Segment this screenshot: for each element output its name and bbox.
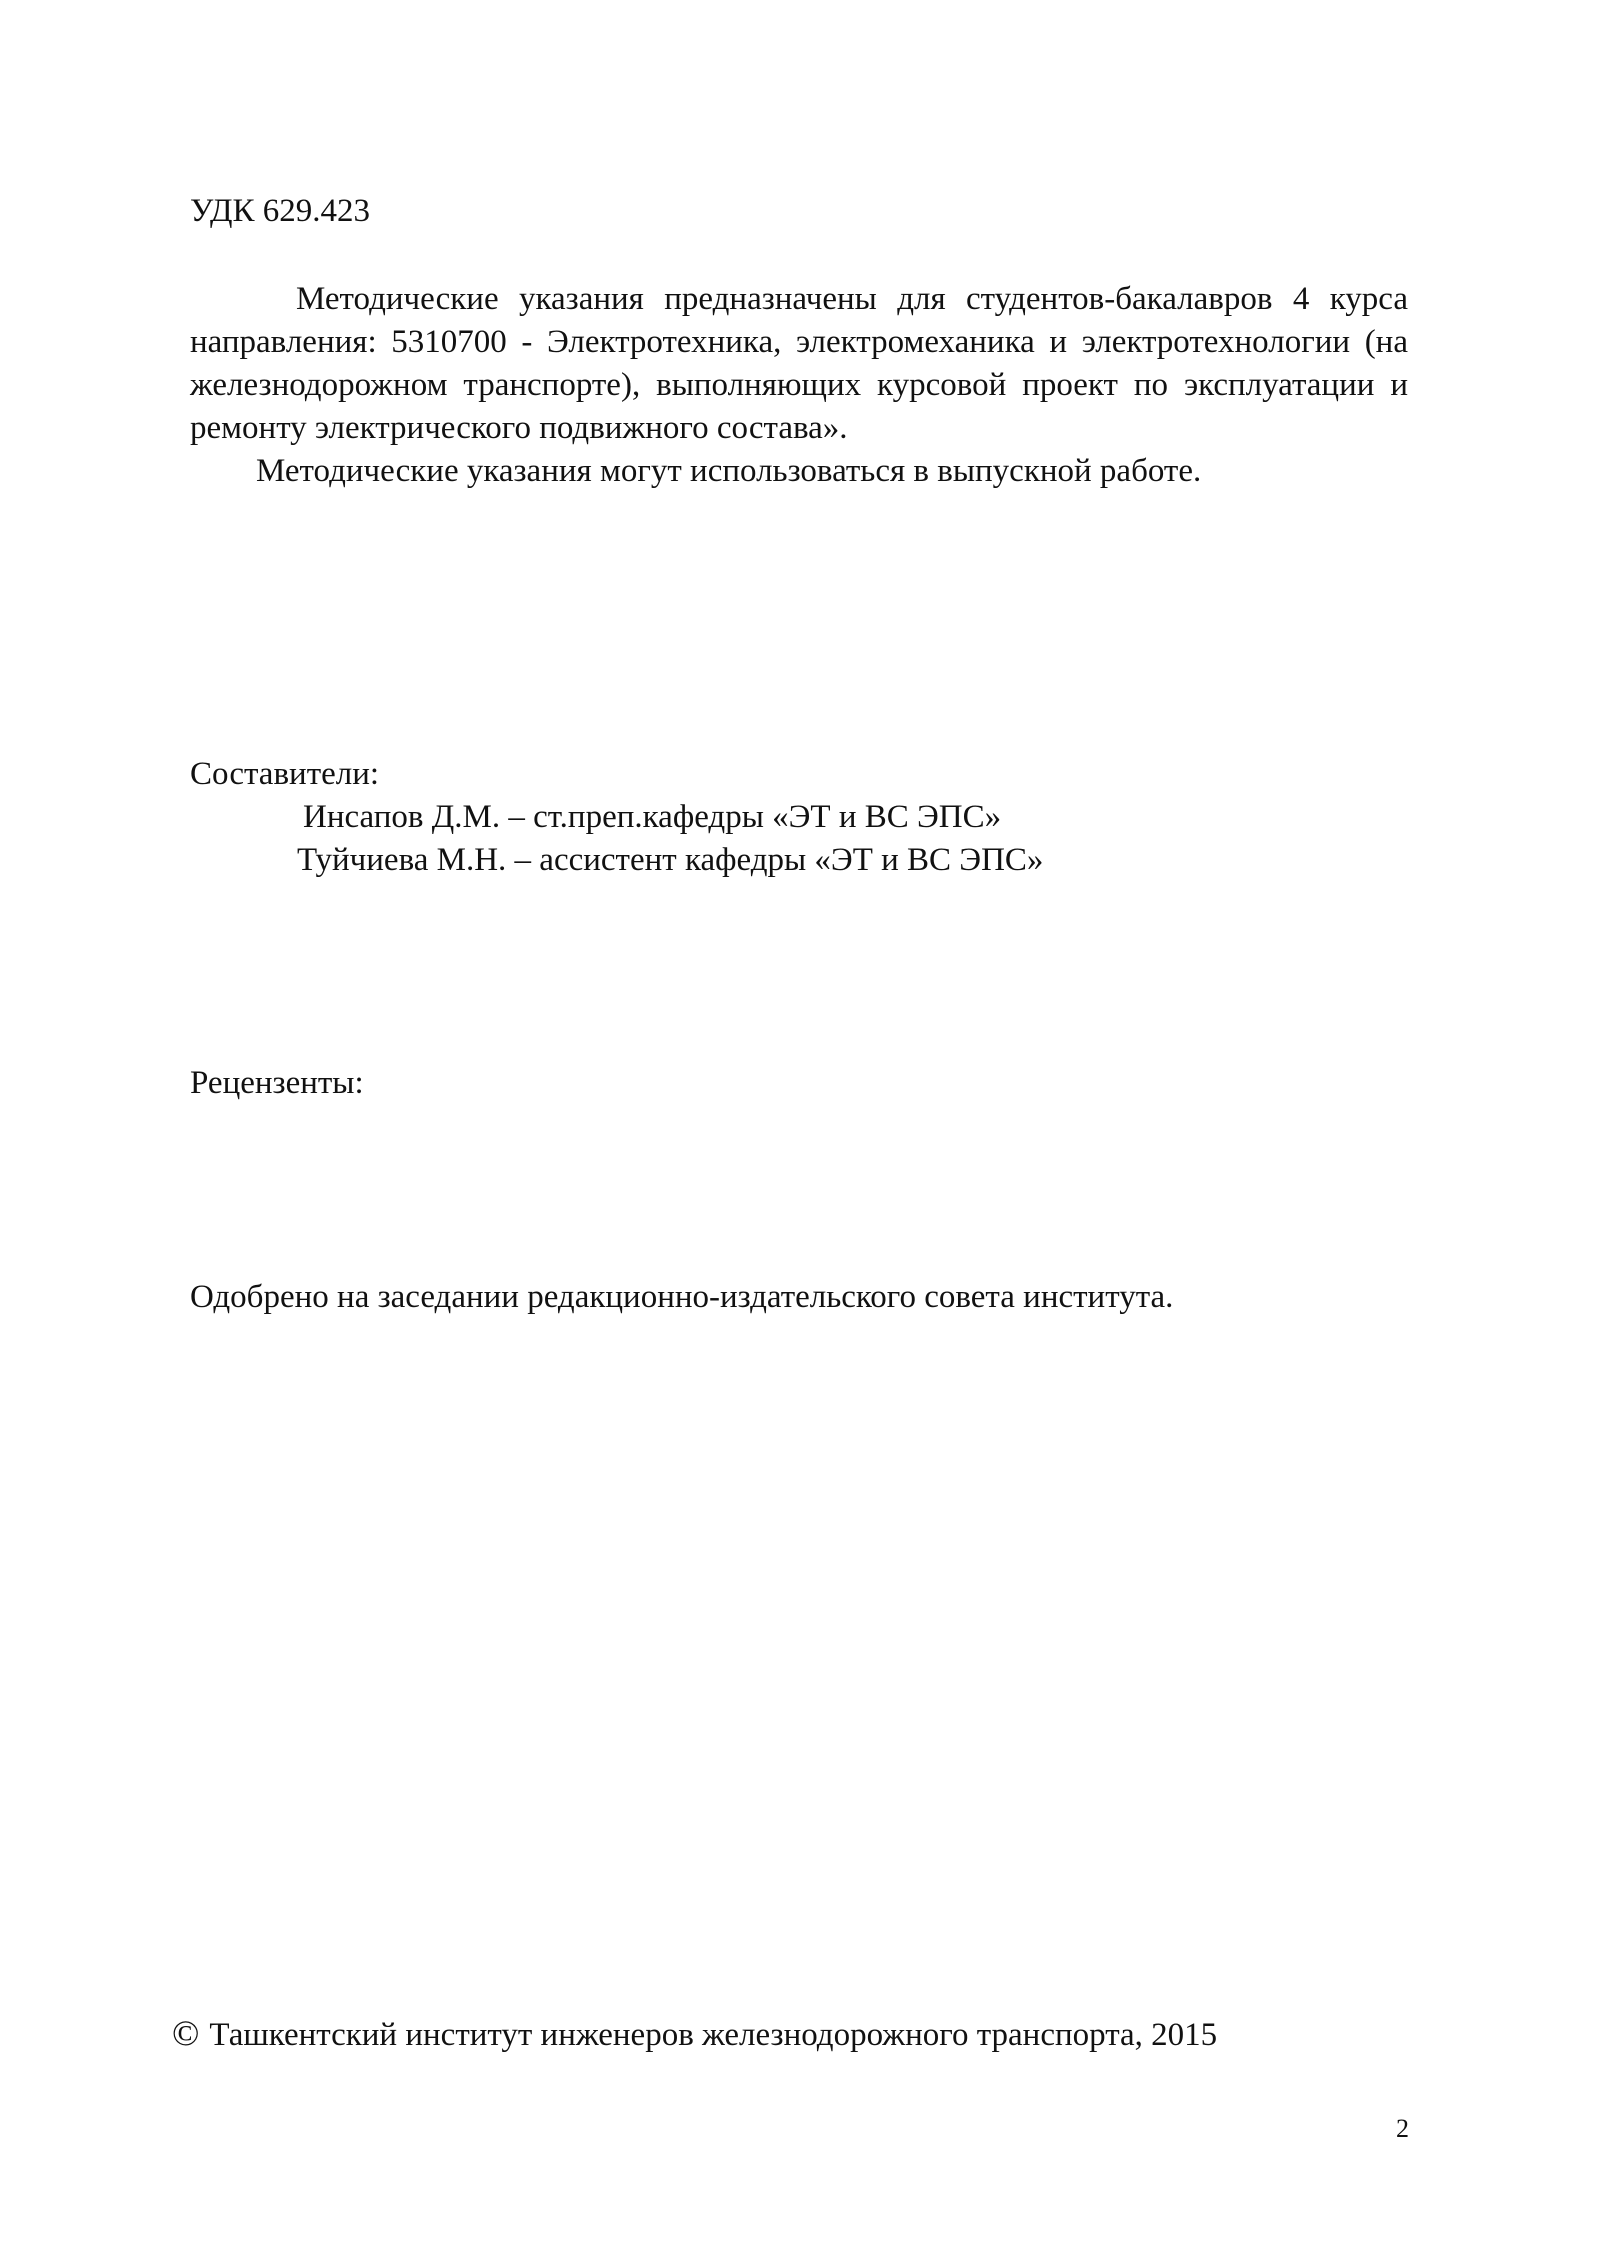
compilers-heading: Составители: [190,756,380,792]
copyright-icon: © [172,2013,200,2053]
reviewers-heading: Рецензенты: [190,1065,364,1101]
annotation-paragraph: Методические указания могут использоваться в выпускной работе. [256,453,1202,489]
compiler-entry: Инсапов Д.М. – ст.преп.кафедры «ЭТ и ВС ЭПС» [303,799,1002,835]
page-number: 2 [1396,2114,1409,2143]
compiler-entry: Туйчиева М.Н. – ассистент кафедры «ЭТ и ВС ЭПС» [297,842,1044,878]
annotation-text [190,278,1408,493]
udk-code: УДК 629.423 [190,193,371,229]
copyright-line [172,2012,1217,2057]
compilers-section [190,753,1043,882]
approval-note: Одобрено на заседании редакционно-издательского совета института. [190,1279,1174,1315]
annotation-paragraph: Методические указания предназначены для студентов-бакалавров 4 курса направления: 5310700 - Электротехника, электромеханика и электротехнологии (на железнодорожном транспорте), выполняющих курсовой проект по эксплуатации и ремонту электрического подвижного состава». [190,281,1408,446]
copyright-text: Ташкентский институт инженеров железнодорожного транспорта, 2015 [209,2017,1218,2053]
